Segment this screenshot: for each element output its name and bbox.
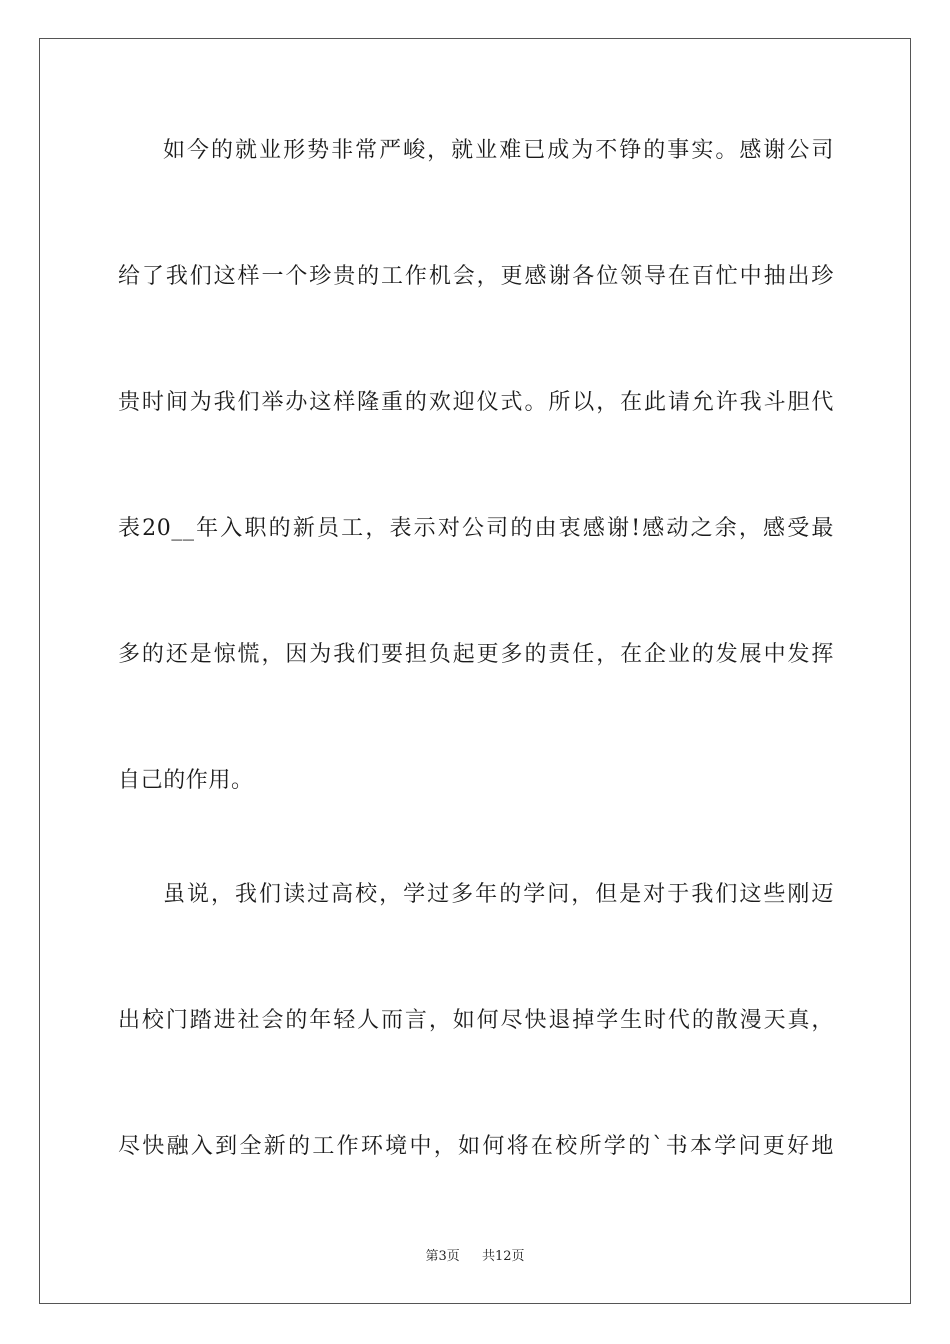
page-footer: [0, 1248, 950, 1266]
text-line-7: 虽说，我们读过高校，学过多年的学问，但是对于我们这些刚迈: [163, 882, 834, 907]
text-line-6: 自己的作用。: [118, 768, 254, 793]
page-border: [39, 38, 911, 1304]
text-line-1: 如今的就业形势非常严峻，就业难已成为不铮的事实。感谢公司: [163, 138, 834, 163]
text-line-3: 贵时间为我们举办这样隆重的欢迎仪式。所以，在此请允许我斗胆代: [118, 390, 834, 415]
text-line-2: 给了我们这样一个珍贵的工作机会，更感谢各位领导在百忙中抽出珍: [118, 264, 834, 289]
page-number: 第3页: [425, 1249, 460, 1264]
text-line-9: 尽快融入到全新的工作环境中，如何将在校所学的`书本学问更好地: [118, 1134, 834, 1159]
text-line-5: 多的还是惊慌，因为我们要担负起更多的责任，在企业的发展中发挥: [118, 642, 834, 667]
text-line-4: 表20__年入职的新员工，表示对公司的由衷感谢!感动之余，感受最: [118, 516, 834, 541]
total-pages: 共12页: [482, 1249, 525, 1264]
text-line-8: 出校门踏进社会的年轻人而言，如何尽快退掉学生时代的散漫天真，: [118, 1008, 834, 1033]
